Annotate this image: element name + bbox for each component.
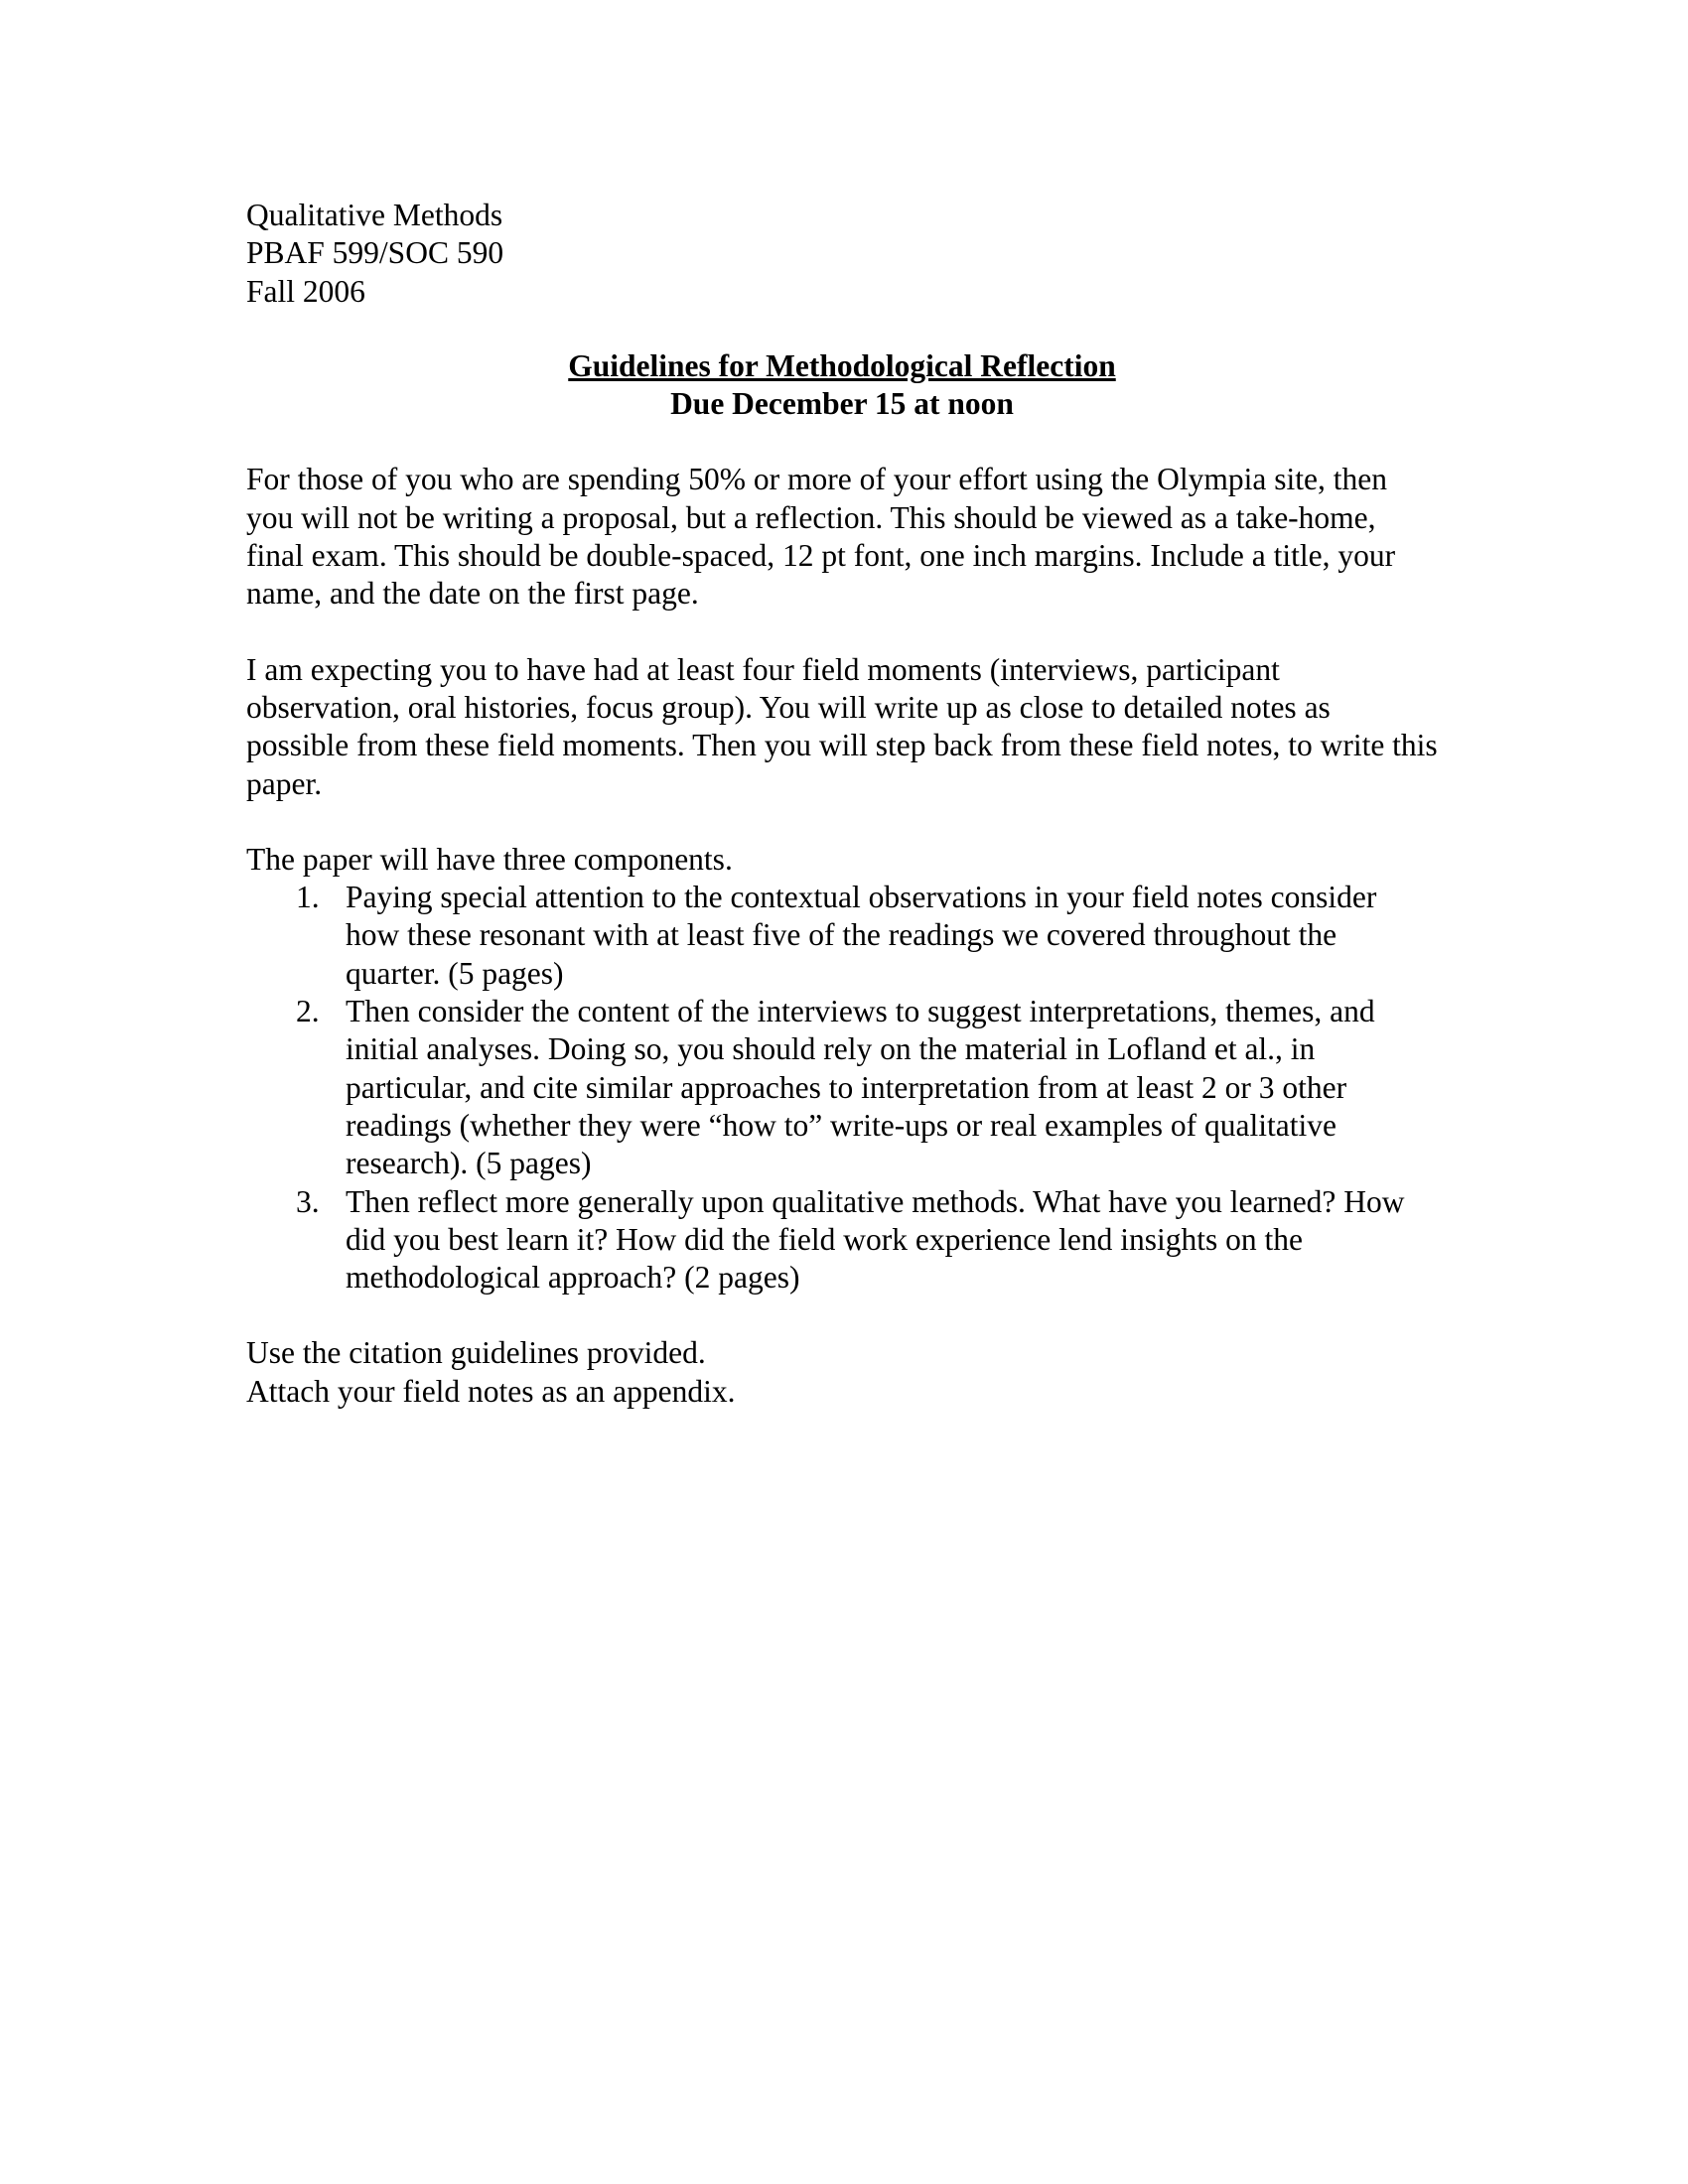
components-intro: The paper will have three components. <box>246 841 733 877</box>
field-moments-paragraph: I am expecting you to have had at least four field moments (interviews, participant observation, oral histories, focus group). You will write up as close to detailed notes as possible from these field moments. Then you will step back from these field notes, to write this paper. <box>246 651 1438 801</box>
list-item-text: Paying special attention to the contextual observations in your field notes consider how these resonant with at least five of the readings we covered throughout the quarter. (5 pages) <box>346 880 1377 991</box>
list-item <box>246 993 1438 1182</box>
closing-instructions <box>246 1334 1438 1411</box>
components-list <box>246 879 1438 1297</box>
list-item-text: Then consider the content of the interviews to suggest interpretations, themes, and initial analyses. Doing so, you should rely on the material in Lofland et al., in particular, and cite similar approaches to interpretation from at least 2 or 3 other readings (whether they were “how to” write-ups or real examples of qualitative research). (5 pages) <box>346 994 1375 1181</box>
course-name: Qualitative Methods <box>246 198 503 232</box>
list-item-text: Then reflect more generally upon qualitative methods. What have you learned? How did you best learn it? How did the field work experience lend insights on the methodological approach? (2 pages) <box>346 1183 1405 1296</box>
list-item-number: 3. <box>296 1183 320 1219</box>
list-item <box>246 1183 1438 1297</box>
document-body <box>246 197 1438 1411</box>
list-item-number: 1. <box>296 880 320 915</box>
intro-paragraph: For those of you who are spending 50% or more of your effort using the Olympia site, then you will not be writing a proposal, but a reflection. This should be viewed as a take-home, final exam. This should be double-spaced, 12 pt font, one inch margins. Include a title, your name, and the date on the first page. <box>246 462 1396 612</box>
course-header <box>246 197 1438 311</box>
appendix-instruction: Attach your field notes as an appendix. <box>246 1373 736 1409</box>
citation-instruction: Use the citation guidelines provided. <box>246 1335 706 1371</box>
due-date: Due December 15 at noon <box>670 386 1014 422</box>
document-title: Guidelines for Methodological Reflection <box>568 347 1116 383</box>
list-item-number: 2. <box>296 994 320 1029</box>
course-term: Fall 2006 <box>246 273 365 309</box>
list-item <box>246 879 1438 993</box>
title-block <box>246 347 1438 424</box>
course-code: PBAF 599/SOC 590 <box>246 235 504 271</box>
